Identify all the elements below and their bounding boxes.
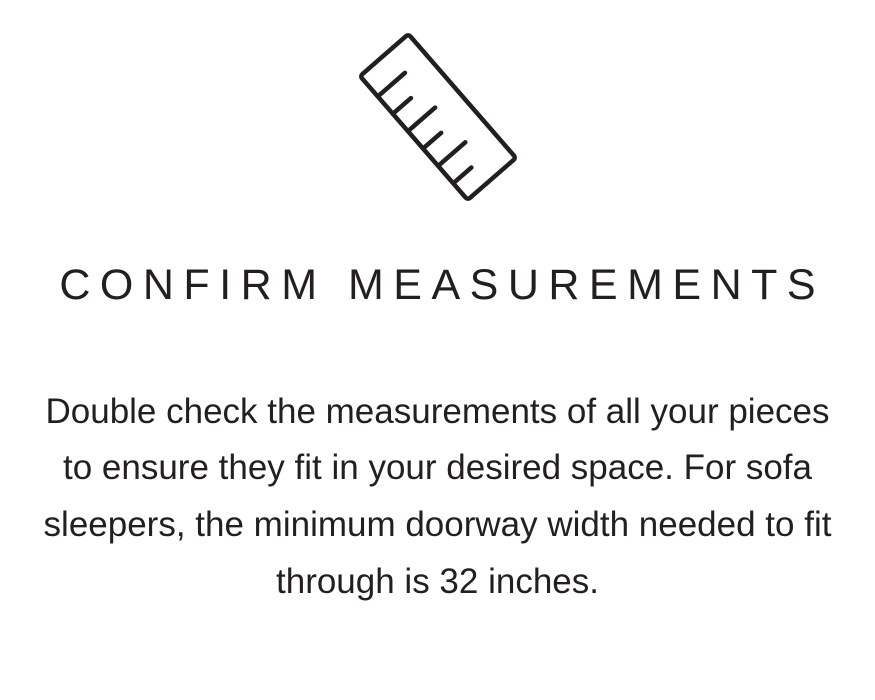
body-text: Double check the measurements of all your pieces to ensure they fit in your desired space. For sofa sleepers, the minimum doorway width needed to fit through is 32 inches.	[43, 391, 832, 601]
ruler-icon	[338, 27, 538, 207]
icon-container	[0, 22, 875, 212]
page-title: CONFIRM MEASUREMENTS	[59, 261, 826, 309]
